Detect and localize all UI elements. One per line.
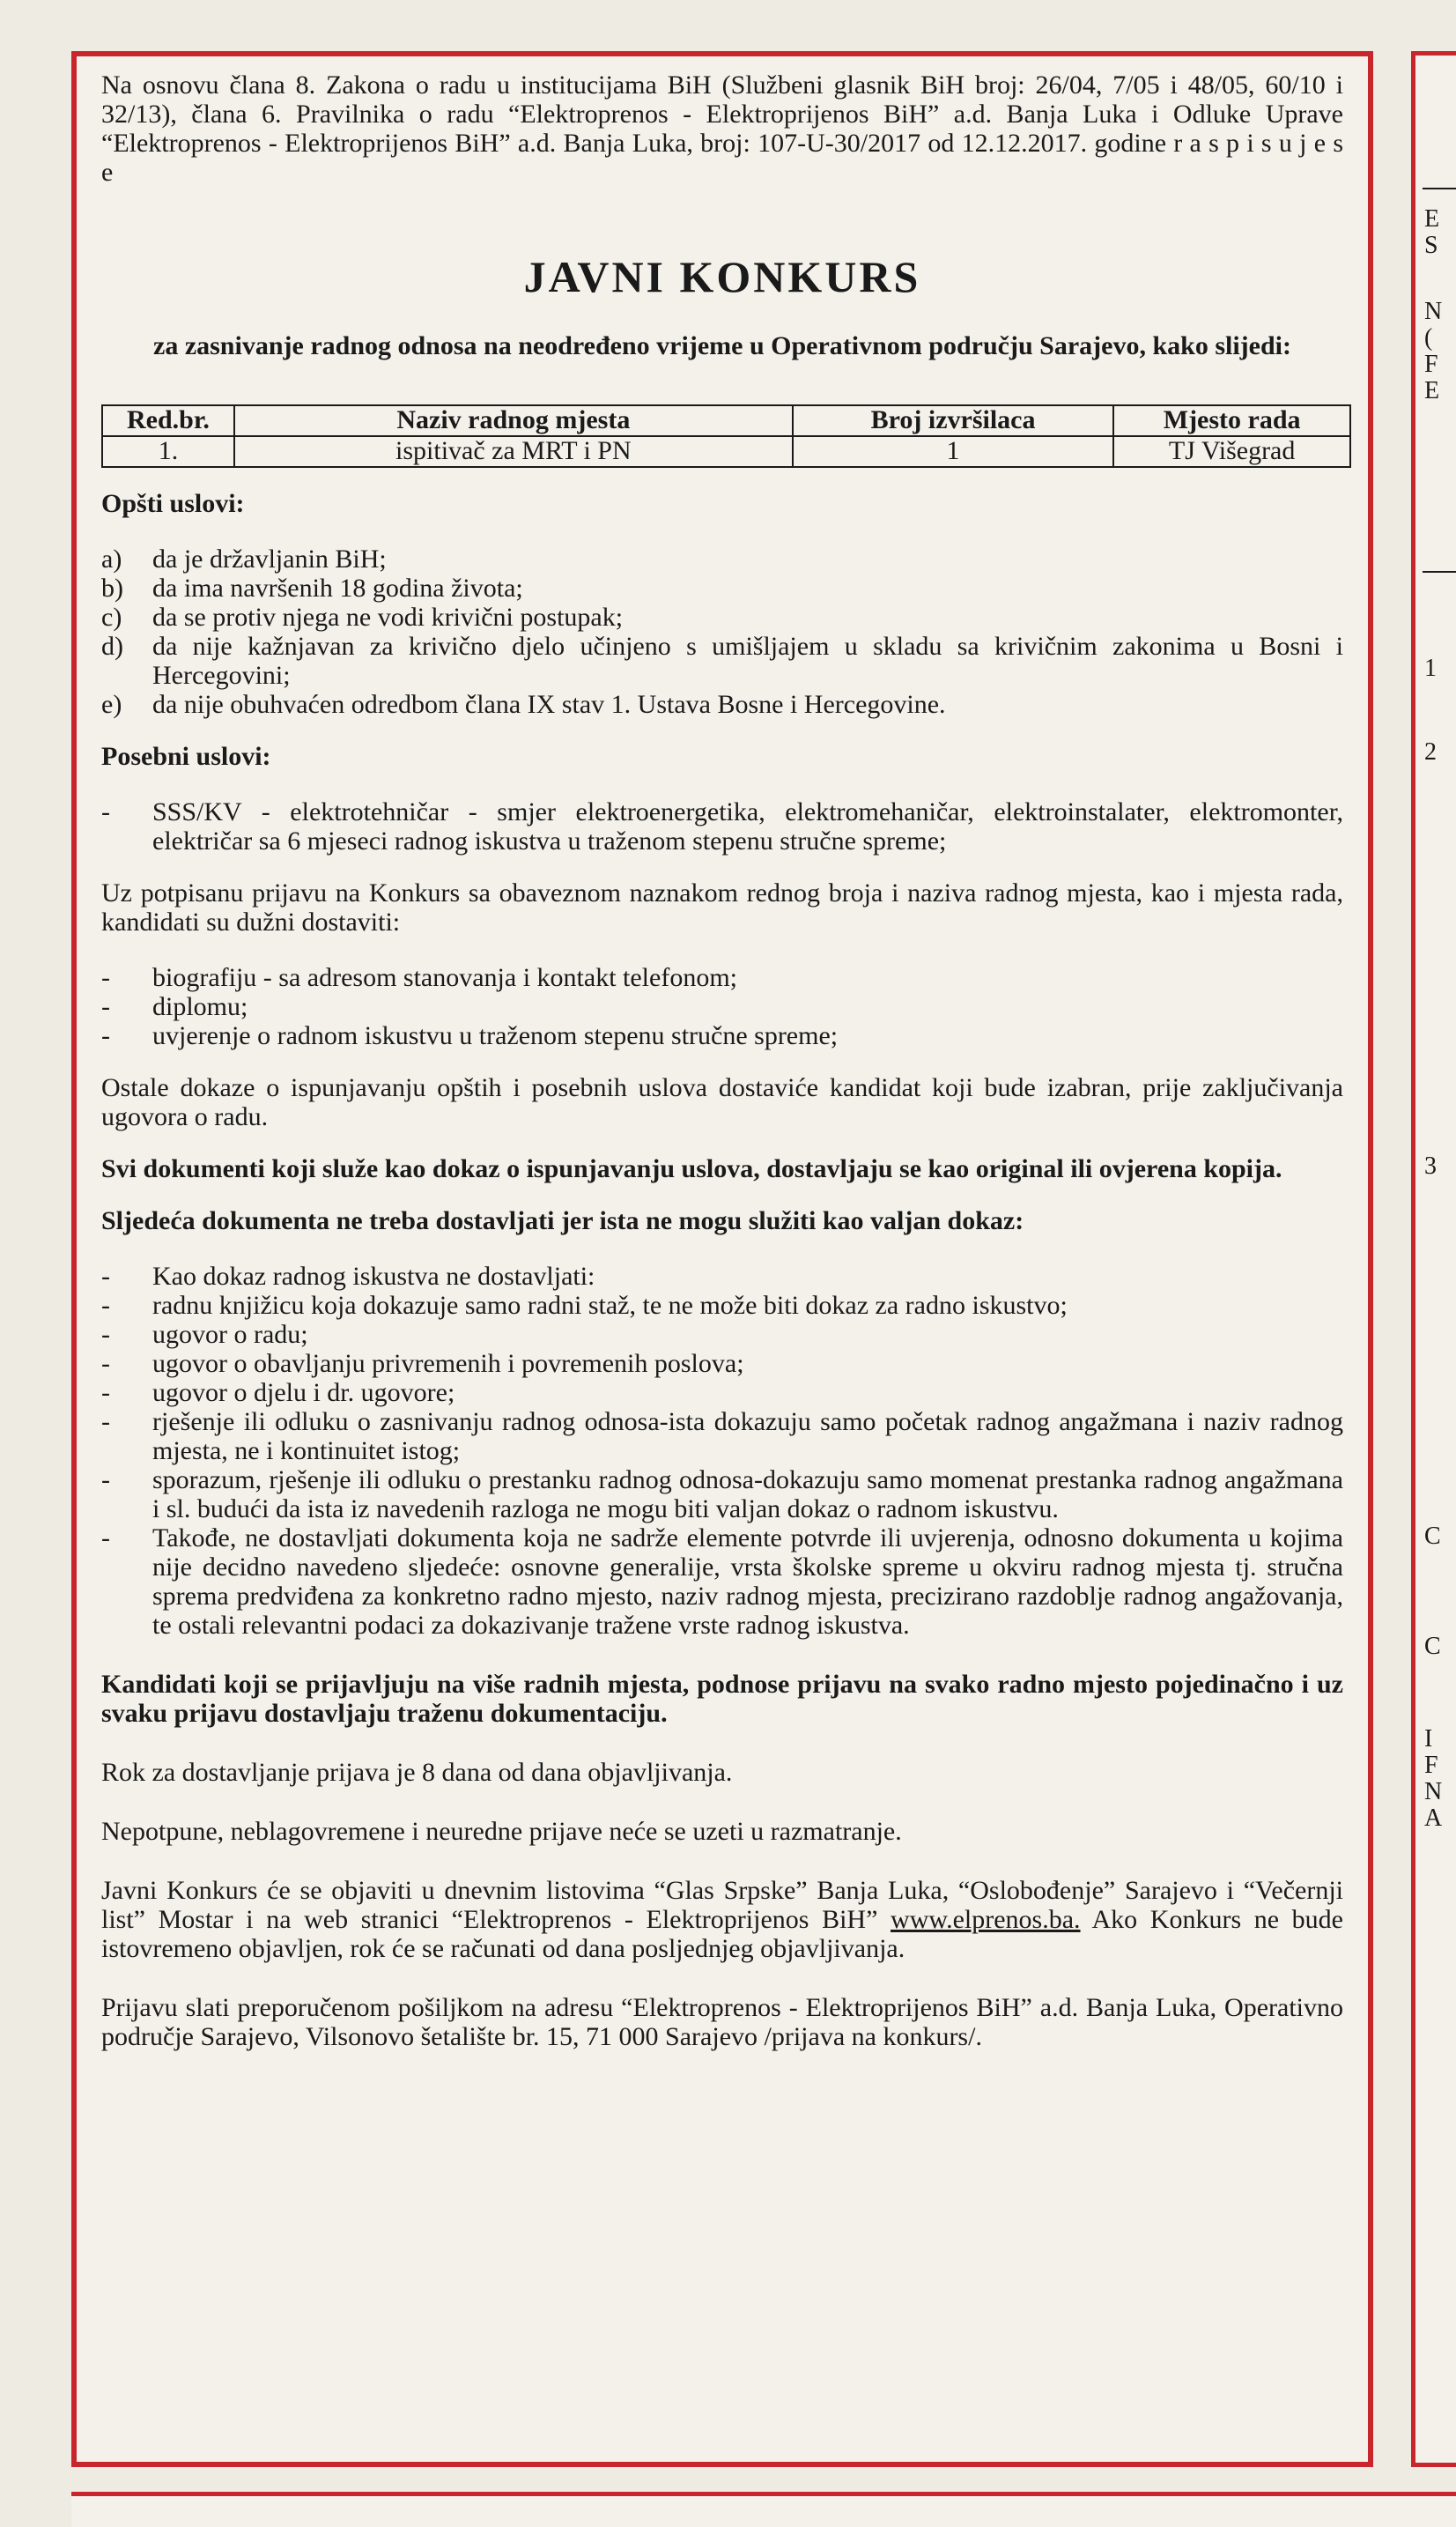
fragment-text: E — [1424, 205, 1440, 233]
table-cell: ispitivač za MRT i PN — [234, 436, 793, 467]
fragment-text: C — [1424, 1523, 1441, 1550]
list-item-text: sporazum, rješenje ili odluku o prestanku radnog odnosa-dokazuju samo momenat prestanka radnog angažmana i sl. budući da ista iz navedenih razloga ne mogu biti valjan dokaz o radnom iskustvu. — [152, 1464, 1343, 1523]
special-conditions-list — [101, 797, 1343, 856]
list-marker: - — [101, 797, 110, 826]
list-item-text: ugovor o djelu i dr. ugovore; — [152, 1377, 455, 1407]
notice-title: JAVNI KONKURS — [523, 252, 921, 301]
list-marker: - — [101, 962, 110, 992]
list-marker: - — [101, 1377, 110, 1407]
list-marker: - — [101, 1319, 110, 1349]
list-marker: - — [101, 1348, 110, 1378]
fragment-rule — [1423, 571, 1456, 573]
column-header: Mjesto rada — [1113, 405, 1350, 436]
job-notice-box — [71, 51, 1373, 2467]
table-cell: 1. — [102, 436, 234, 467]
list-marker: - — [101, 1464, 110, 1494]
list-marker: c) — [101, 602, 122, 632]
list-item — [101, 1262, 1343, 1291]
adjacent-ad-top-border — [71, 2492, 1456, 2527]
list-marker: b) — [101, 573, 123, 603]
originals-note: Svi dokumenti koji služe kao dokaz o ispunjavanju uslova, dostavljaju se kao original ili ovjerena kopija. — [101, 1153, 1282, 1183]
not-needed-heading: Sljedeća dokumenta ne treba dostavljati jer ista ne mogu služiti kao valjan dokaz: — [101, 1205, 1024, 1235]
list-item — [101, 1378, 1343, 1407]
column-header: Broj izvršilaca — [793, 405, 1114, 436]
not-needed-documents-list — [101, 1262, 1343, 1640]
multiple-positions-note: Kandidati koji se prijavljuju na više radnih mjesta, podnose prijavu na svako radno mjesto pojedinačno i uz svaku prijavu dostavljaju traženu dokumentaciju. — [101, 1669, 1343, 1728]
list-marker: e) — [101, 689, 122, 719]
other-proofs-note: Ostale dokaze o ispunjavanju opštih i posebnih uslova dostaviće kandidat koji bude izabran, prije zaključivanja ugovora o radu. — [101, 1072, 1343, 1131]
fragment-text: E — [1424, 377, 1440, 404]
list-item-text: diplomu; — [152, 991, 248, 1021]
fragment-text: I — [1424, 1725, 1433, 1753]
list-item — [101, 1291, 1343, 1320]
notice-subtitle: za zasnivanje radnog odnosa na neodređeno vrijeme u Operativnom području Sarajevo, kako slijedi: — [153, 330, 1291, 360]
fragment-text: 3 — [1424, 1152, 1437, 1180]
list-item — [101, 1349, 1343, 1378]
list-item — [101, 690, 1343, 719]
publication-text: Javni Konkurs će se objaviti u dnevnim listovima “Glas Srpske” Banja Luka, “Oslobođenje” Sarajevo i “Večernji list” Mostar i na web stranici “Elektroprenos - Elektroprijenos BiH” — [101, 1875, 1343, 1934]
list-marker: - — [101, 1523, 110, 1553]
list-item — [101, 797, 1343, 856]
table-header-row — [102, 405, 1350, 436]
list-item-text: da nije obuhvaćen odredbom člana IX stav 1. Ustava Bosne i Hercegovine. — [152, 689, 946, 719]
list-item-text: radnu knjižicu koja dokazuje samo radni staž, te ne može biti dokaz za radno iskustvo; — [152, 1290, 1068, 1320]
column-header: Red.br. — [102, 405, 234, 436]
list-item-text: da se protiv njega ne vodi krivični postupak; — [152, 602, 624, 632]
list-marker: - — [101, 1290, 110, 1320]
list-item-text: uvjerenje o radnom iskustvu u traženom stepenu stručne spreme; — [152, 1020, 839, 1050]
list-item — [101, 963, 1343, 992]
fragment-text: C — [1424, 1633, 1441, 1660]
legal-basis-intro: Na osnovu člana 8. Zakona o radu u institucijama BiH (Službeni glasnik BiH broj: 26/04, 7/05 i 48/05, 60/10 i 32/13), člana 6. Pravilnika o radu “Elektroprenos - Elektroprijenos BiH” a.d. Banja Luka i Odluke Uprave “Elektroprenos - Elektroprijenos BiH” a.d. Banja Luka, broj: 107-U-30/2017 od 12.12.2017. godine r a s p i s u j e s e — [101, 70, 1343, 187]
website-link[interactable]: www.elprenos.ba. — [891, 1904, 1081, 1934]
fragment-rule — [1423, 188, 1456, 189]
deadline-note: Rok za dostavljanje prijava je 8 dana od dana objavljivanja. — [101, 1757, 733, 1787]
table-cell: TJ Višegrad — [1113, 436, 1350, 467]
list-item-text: Kao dokaz radnog iskustva ne dostavljati: — [152, 1261, 595, 1291]
fragment-text: F — [1424, 1752, 1438, 1779]
general-conditions-heading: Opšti uslovi: — [101, 488, 245, 518]
positions-table — [101, 404, 1351, 468]
list-item — [101, 574, 1343, 603]
adjacent-ad-column — [1411, 51, 1456, 2467]
list-marker: - — [101, 1020, 110, 1050]
fragment-text: N — [1424, 298, 1443, 325]
list-marker: - — [101, 991, 110, 1021]
list-item — [101, 1021, 1343, 1050]
fragment-text: A — [1424, 1804, 1443, 1832]
column-header: Naziv radnog mjesta — [234, 405, 793, 436]
special-conditions-heading: Posebni uslovi: — [101, 741, 271, 771]
list-item-text: ugovor o obavljanju privremenih i povremenih poslova; — [152, 1348, 744, 1378]
list-marker: a) — [101, 544, 122, 574]
incomplete-applications-note: Nepotpune, neblagovremene i neuredne prijave neće se uzeti u razmatranje. — [101, 1816, 902, 1846]
table-cell: 1 — [793, 436, 1114, 467]
list-item-text: biografiju - sa adresom stanovanja i kontakt telefonom; — [152, 962, 737, 992]
list-item-text: da je državljanin BiH; — [152, 544, 387, 574]
general-conditions-list — [101, 545, 1343, 719]
list-item — [101, 1465, 1343, 1523]
list-item — [101, 603, 1343, 632]
list-item — [101, 1523, 1343, 1640]
publication-text-end: Ako Konkurs ne bude istovremeno objavljen, rok će se računati od dana posljednjeg objavljivanja. — [101, 1904, 1343, 1963]
mailing-address-note: Prijavu slati preporučenom pošiljkom na adresu “Elektroprenos - Elektroprijenos BiH” a.d. Banja Luka, Operativno područje Sarajevo, Vilsonovo šetalište br. 15, 71 000 Sarajevo /prijava na konkurs/. — [101, 1992, 1343, 2051]
required-documents-list — [101, 963, 1343, 1050]
fragment-text: 2 — [1424, 738, 1437, 766]
list-item-text: da nije kažnjavan za krivično djelo učinjeno s umišljajem u skladu sa krivičnim zakonima u Bosni i Hercegovini; — [152, 631, 1343, 690]
list-item — [101, 545, 1343, 574]
list-item — [101, 1407, 1343, 1465]
list-item-text: rješenje ili odluku o zasnivanju radnog odnosa-ista dokazuju samo početak radnog angažmana i naziv radnog mjesta, ne i kontinuitet istog; — [152, 1406, 1343, 1465]
table-row — [102, 436, 1350, 467]
list-marker: d) — [101, 631, 123, 661]
fragment-text: N — [1424, 1778, 1443, 1805]
list-item-text: da ima navršenih 18 godina života; — [152, 573, 523, 603]
list-marker: - — [101, 1261, 110, 1291]
list-item — [101, 632, 1343, 690]
publication-note — [101, 1876, 1343, 1963]
list-marker: - — [101, 1406, 110, 1436]
fragment-text: F — [1424, 351, 1438, 378]
fragment-text: S — [1424, 232, 1438, 259]
fragment-text: 1 — [1424, 655, 1437, 682]
fragment-text: ( — [1424, 324, 1433, 352]
list-item-text: ugovor o radu; — [152, 1319, 308, 1349]
list-item-text: SSS/KV - elektrotehničar - smjer elektroenergetika, elektromehaničar, elektroinstalater, elektromonter, električar sa 6 mjeseci radnog iskustva u traženom stepenu stručne spreme; — [152, 797, 1343, 856]
list-item-text: Takođe, ne dostavljati dokumenta koja ne sadrže elemente potvrde ili uvjerenja, odnosno dokumenta u kojima nije decidno navedeno sljedeće: osnovne generalije, vrsta školske spreme u okviru radnog mjesta tj. stručna sprema predviđena za konkretno radno mjesto, naziv radnog mjesta, precizirano razdoblje radnog angažovanja, te ostali relevantni podaci za dokazivanje tražene vrste radnog iskustva. — [152, 1523, 1343, 1640]
list-item — [101, 1320, 1343, 1349]
list-item — [101, 992, 1343, 1021]
submission-intro: Uz potpisanu prijavu na Konkurs sa obaveznom naznakom rednog broja i naziva radnog mjesta, kao i mjesta rada, kandidati su dužni dostaviti: — [101, 878, 1343, 937]
